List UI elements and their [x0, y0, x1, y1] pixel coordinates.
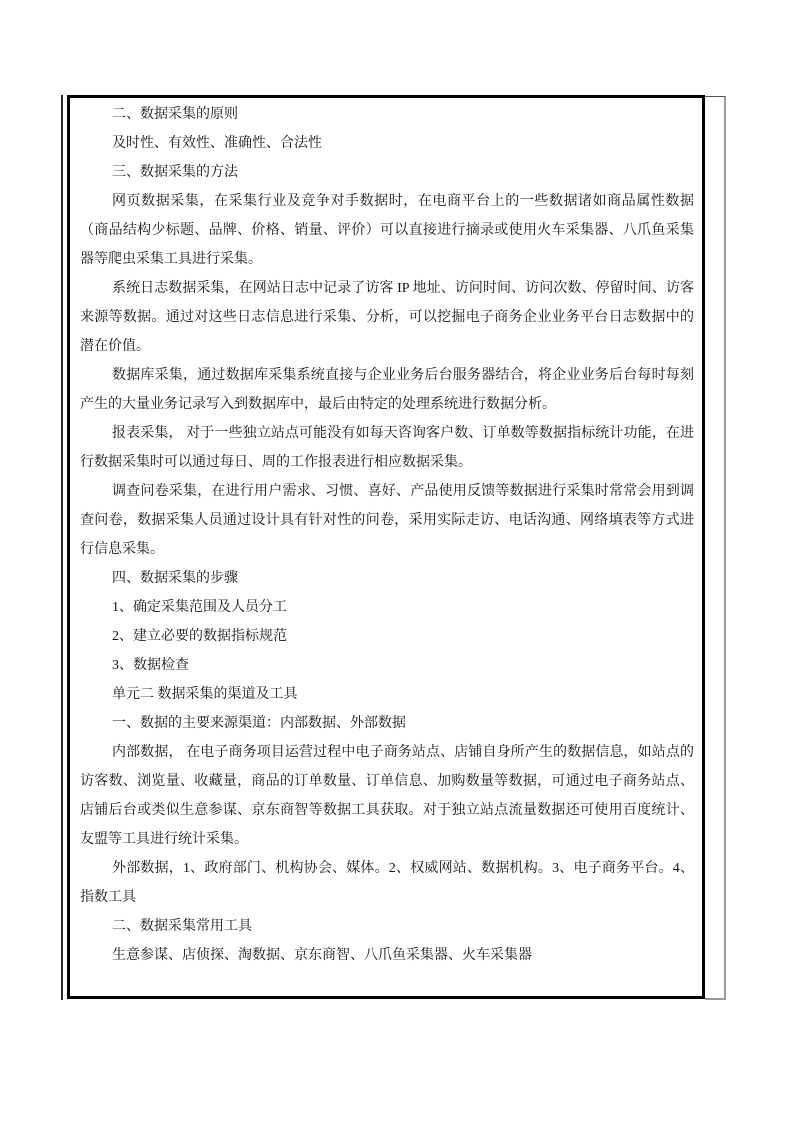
paragraph: 外部数据，1、政府部门、机构协会、媒体。2、权威网站、数据机构。3、电子商务平台。4、指数工具: [80, 861, 694, 905]
paragraph: 数据库采集，通过数据库采集系统直接与企业业务后台服务器结合，将企业业务后台每时每刻产生的大量业务记录写入到数据库中，最后由特定的处理系统进行数据分析。: [80, 368, 694, 412]
document-body: [70, 98, 702, 970]
paragraph: 系统日志数据采集，在网站日志中记录了访客 IP 地址、访问时间、访问次数、停留时间、访客来源等数据。通过对这些日志信息进行采集、分析，可以挖掘电子商务企业业务平台日志数据中的潜在价值。: [80, 281, 694, 354]
paragraph: 网页数据采集，在采集行业及竞争对手数据时，在电商平台上的一些数据诸如商品属性数据（商品结构少标题、品牌、价格、销量、评价）可以直接进行摘录或使用火车采集器、八爪鱼采集器等爬虫采集工具进行采集。: [80, 194, 694, 267]
paragraph: 报表采集， 对于一些独立站点可能没有如每天咨询客户数、订单数等数据指标统计功能，在进行数据采集时可以通过每日、周的工作报表进行相应数据采集。: [80, 426, 694, 470]
paragraph: 单元二 数据采集的渠道及工具: [112, 687, 298, 702]
paragraph: 二、数据采集的原则: [112, 107, 238, 122]
paragraph: 生意参谋、店侦探、淘数据、京东商智、八爪鱼采集器、火车采集器: [112, 948, 532, 963]
paragraph: 内部数据， 在电子商务项目运营过程中电子商务站点、店铺自身所产生的数据信息，如站点的访客数、浏览量、收藏量，商品的订单数量、订单信息、加购数量等数据，可通过电子商务站点、店铺后台或类似生意参谋、京东商智等数据工具获取。对于独立站点流量数据还可使用百度统计、友盟等工具进行统计采集。: [80, 745, 694, 847]
paragraph: 1、确定采集范围及人员分工: [112, 600, 287, 615]
paragraph: 及时性、有效性、准确性、合法性: [112, 136, 322, 151]
paragraph: 四、数据采集的步骤: [112, 571, 238, 586]
table-outer-left-border: [61, 95, 63, 1000]
paragraph: 调查问卷采集，在进行用户需求、习惯、喜好、产品使用反馈等数据进行采集时常常会用到调查问卷，数据采集人员通过设计具有针对性的问卷，采用实际走访、电话沟通、网络填表等方式进行信息采集。: [80, 484, 694, 557]
paragraph: 三、数据采集的方法: [112, 165, 238, 180]
paragraph: 3、数据检查: [112, 658, 189, 673]
paragraph: 一、数据的主要来源渠道：内部数据、外部数据: [112, 716, 406, 731]
table-main-cell: [67, 95, 705, 999]
paragraph: 二、数据采集常用工具: [112, 919, 252, 934]
paragraph: 2、建立必要的数据指标规范: [112, 629, 287, 644]
table-side-cell: [705, 96, 726, 1000]
